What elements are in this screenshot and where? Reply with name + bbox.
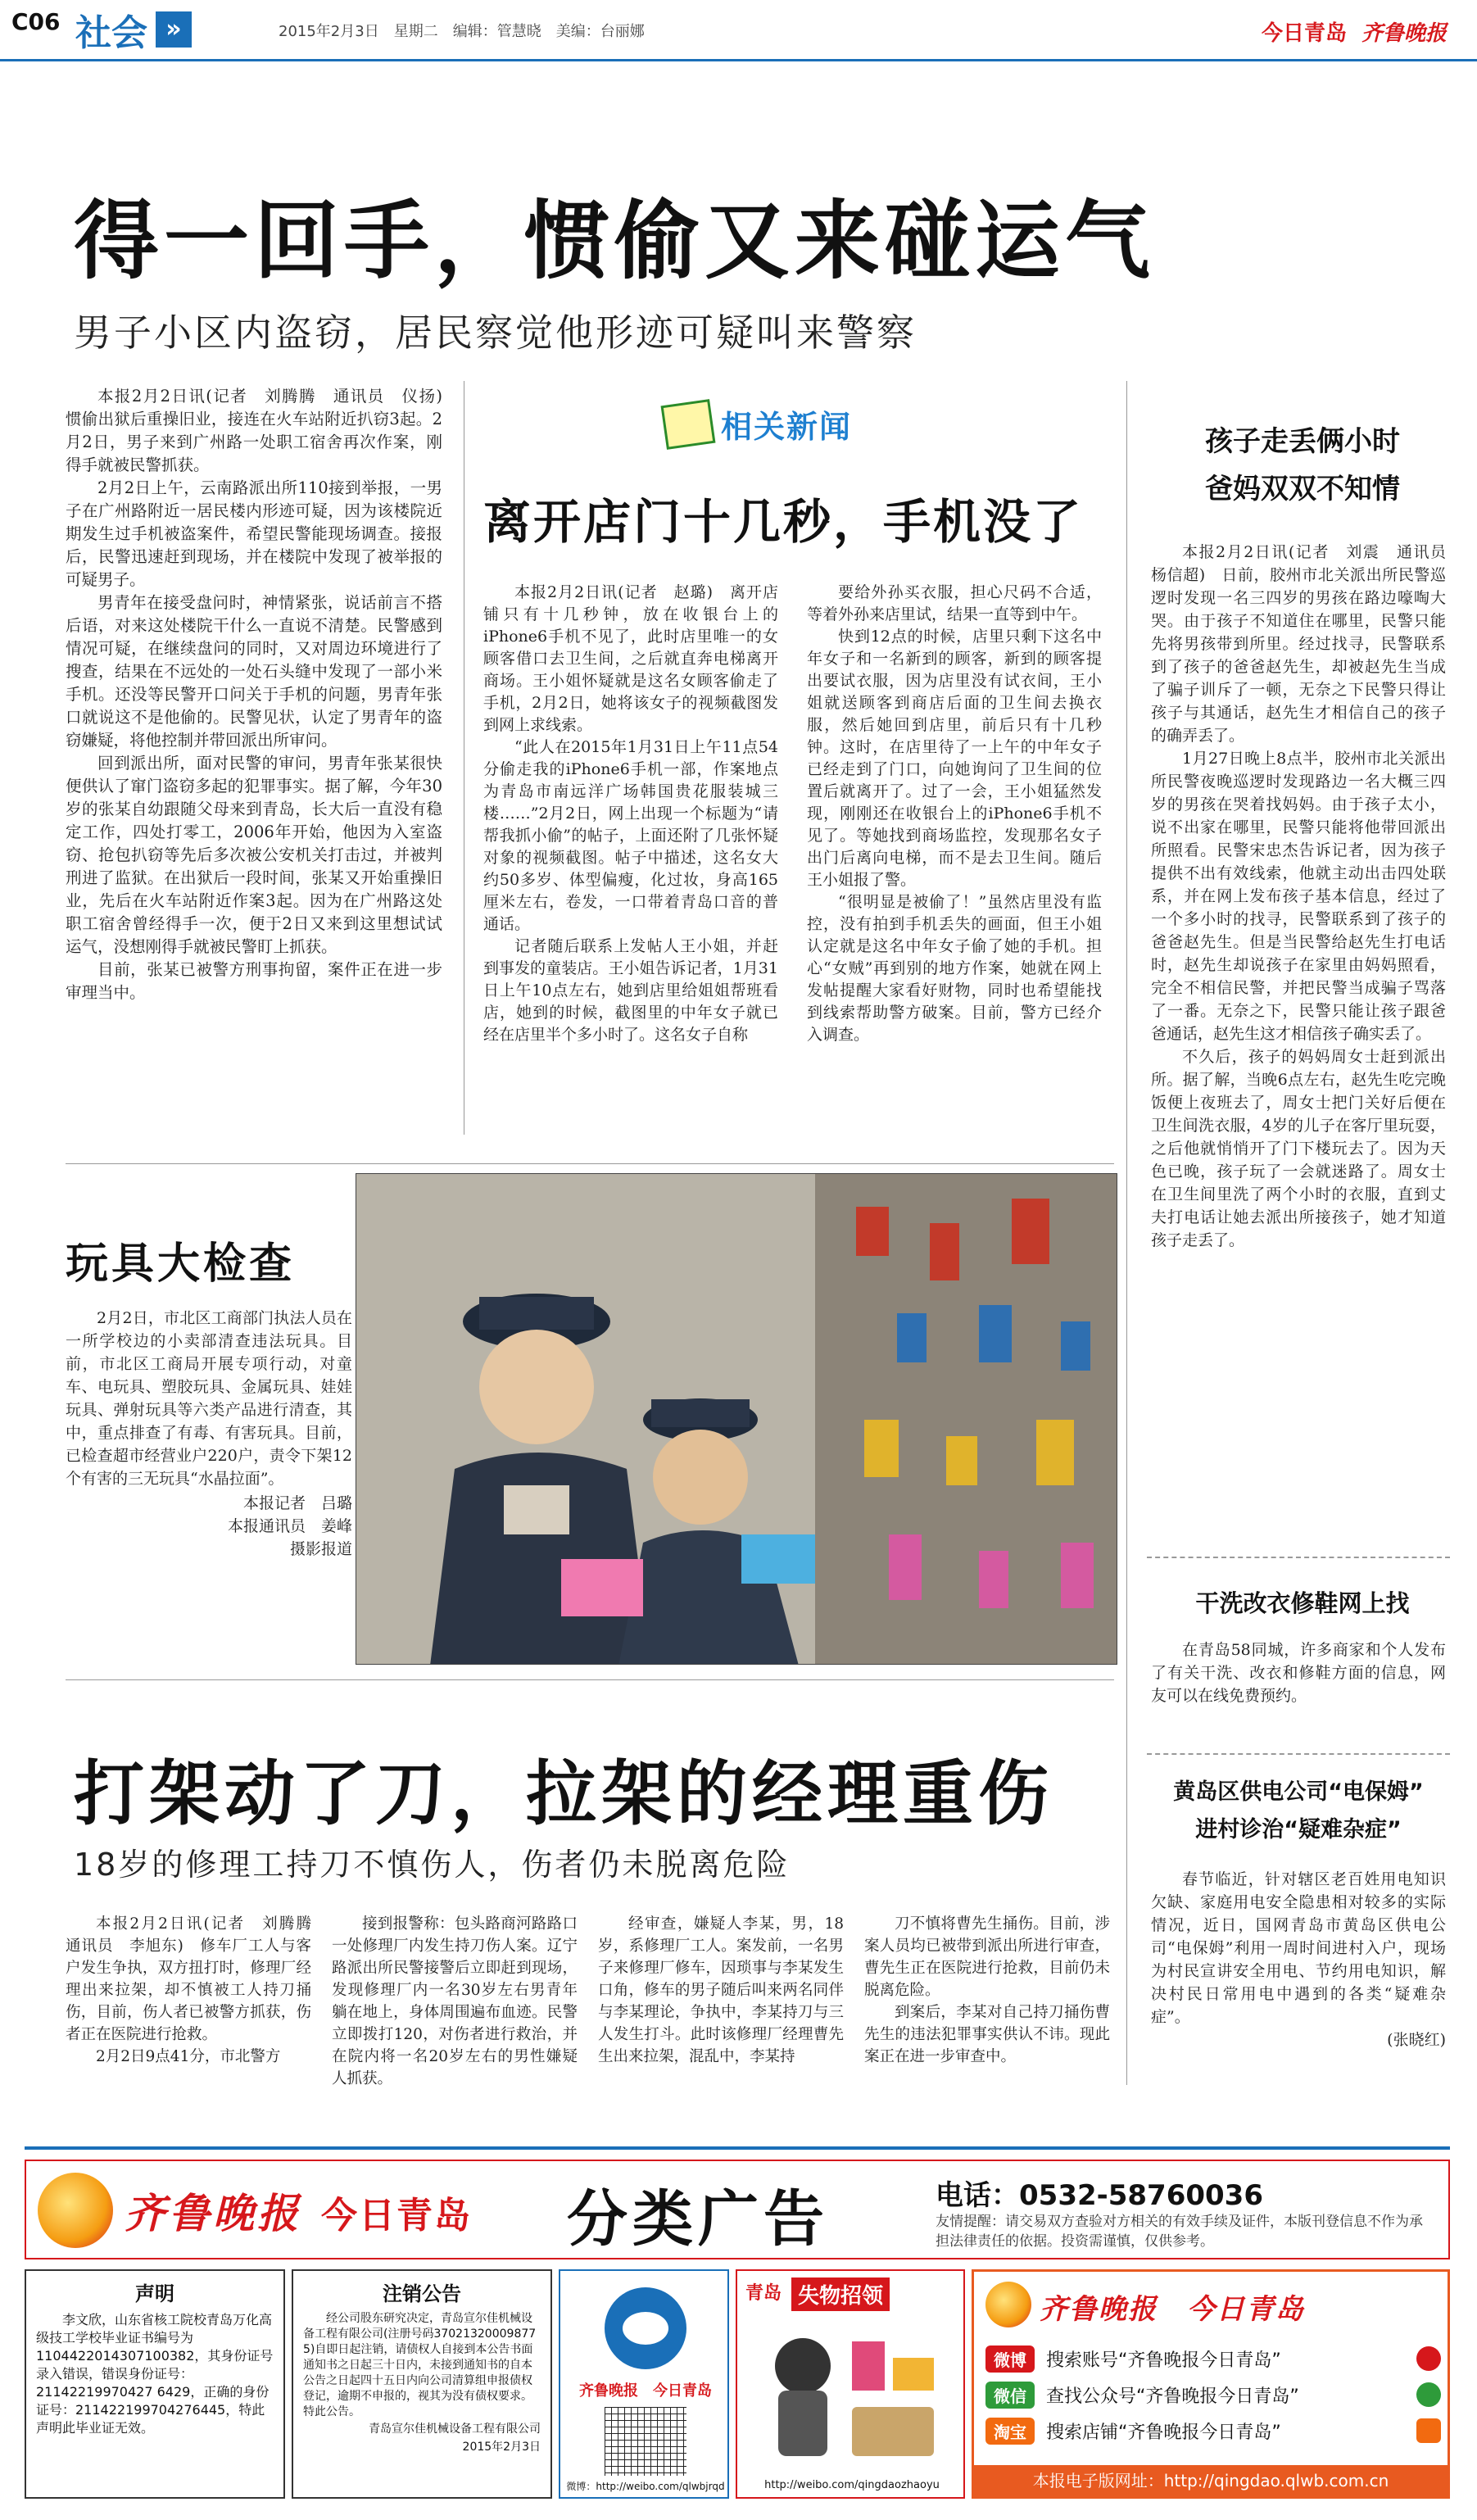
brand-sun-logo-icon: [985, 2282, 1031, 2327]
weibo-card-url: 微博：http://weibo.com/qlwbjrqd: [566, 2481, 725, 2492]
lost-found-card: [736, 2269, 965, 2499]
story1-para: 回到派出所，面对民警的审问，男青年张某很快便供认了窜门盗窃多起的犯罪事实。据了解，今年30岁的张某自幼跟随父母来到青岛，长大后一直没有稳定工作，四处打零工，2006年开始，他因为入室盗窃、抢包扒窃等先后多次被公安机关打击过，并被判刑进了监狱。在出狱后一段时间，张某又开始重操旧业，先后在火车站附近作案3起。因为在广州路这处职工宿舍曾经得手一次，便于2日又来到这里想试试运气，没想刚得手就被民警盯上抓获。: [66, 754, 442, 956]
related-para: “此人在2015年1月31日上午11点54分偷走我的iPhone6手机一部，作案地点为青岛市南远洋广场韩国贵花服装城三楼……”2月2日，网上出现一个标题为“请帮我抓小偷”的帖子，上面还附了几张怀疑对象的视频截图。帖子中描述，这名女大约50多岁、体型偏瘦，化过妆，身高165厘米左右，卷发，一口带着青岛口音的普通话。: [483, 738, 778, 933]
inspectors-illustration: [356, 1174, 1117, 1665]
related-news-label: 相关新闻: [721, 409, 853, 445]
story2-col4: [864, 1913, 1110, 2068]
story1-para: 2月2日上午，云南路派出所110接到举报，一男子在广州路附近一居民楼内形迹可疑，因为该楼院近期发生过手机被盗案件，希望民警能现场调查。接报后，民警迅速赶到现场，并在楼院中发现了被举报的可疑男子。: [66, 478, 442, 589]
page-number: C06: [11, 8, 61, 35]
sidebar1-para: 本报2月2日讯(记者 刘震 通讯员 杨信超) 日前，胶州市北关派出所民警巡逻时发现一名三四岁的男孩在路边嚎啕大哭。由于孩子不知道住在哪里，民警只能先将男孩带到所里。经过找寻，民警联系到了孩子的爸爸赵先生，却被赵先生当成了骗子训斥了一顿，无奈之下民警只得让孩子与其通话，赵先生才相信自己的孩子的确弄丢了。: [1151, 543, 1462, 745]
notice-date: 2015年2月3日: [462, 2441, 541, 2454]
story2-para: 2月2日9点41分，市北警方: [96, 2048, 281, 2065]
social-rows: [985, 2341, 1441, 2449]
story2-headline: 打架动了刀，拉架的经理重伤: [74, 1753, 1053, 1835]
lost-found-tag1: 青岛: [745, 2283, 782, 2304]
toys-para: 2月2日，市北区工商部门执法人员在一所学校边的小卖部清查违法玩具。目前，市北区工商局开展专项行动，对童车、电玩具、塑胶玩具、金属玩具、娃娃玩具、弹射玩具等六类产品进行清查，其中，重点排查了有毒、有害玩具。目前，已检查超市经营业户220户，责令下架12个有害的三无玩具“水晶拉面”。: [66, 1309, 352, 1488]
section-rule: [66, 1679, 1114, 1680]
related-para: “很明显是被偷了！”虽然店里没有监控，没有拍到手机丢失的画面，但王小姐认定就是这名中年女子偷了她的手机。担心“女贼”再到别的地方作案，她就在网上发帖提醒大家看好财物，同时也希望能找到线索帮助警方破案。目前，警方已经介入调查。: [807, 893, 1102, 1044]
social-row-weibo: [985, 2341, 1441, 2377]
sidebar3-para: 春节临近，针对辖区老百姓用电知识欠缺、家庭用电安全隐患相对较多的实际情况，近日，国网青岛市黄岛区供电公司“电保姆”利用一周时间进村入户，现场为村民宣讲安全用电、节约用电知识，解决村民日常用电中遇到的各类“疑难杂症”。: [1151, 1870, 1446, 2026]
story2-subhead: 18岁的修理工持刀不慎伤人，伤者仍未脱离危险: [74, 1847, 791, 1883]
column-divider: [1126, 381, 1127, 2085]
sidebar1-para: 不久后，孩子的妈妈周女士赶到派出所。据了解，当晚6点左右，赵先生吃完晚饭便上夜班去了，周女士把门关好后便在卫生间洗衣服，4岁的儿子在客厅里玩耍，之后他就悄悄开了门下楼玩去了。因为天色已晚，孩子玩了一会就迷路了。周女士在卫生间里洗了两个小时的衣服，直到丈夫打电话让她去派出所接孩子，她才知道孩子走丢了。: [1151, 1048, 1446, 1249]
related-para: 快到12点的时候，店里只剩下这名中年女子和一名新到的顾客，新到的顾客提出要试衣服，因为店里没有试衣间，王小姐就送顾客到商店后面的卫生间去换衣服，然后她回到店里，前后只有十几秒钟。这时，在店里待了一上午的中年女子已经走到了门口，向她询问了卫生间的位置后就离开了。过了一会，王小姐猛然发现，刚刚还在收银台上的iPhone6手机不见了。等她找到商场监控，发现那名女子出门后离向电梯，而不是去卫生间。随后王小姐报了警。: [807, 628, 1102, 889]
qr-code-icon: [605, 2407, 686, 2476]
toy-inspection-photo: [356, 1173, 1117, 1665]
social-channels-card: [972, 2269, 1450, 2499]
social-row-text: 查找公众号“齐鲁晚报今日青岛”: [1046, 2386, 1299, 2407]
lost-found-url: http://weibo.com/qingdaozhaoyu: [764, 2479, 940, 2491]
story1-para: 本报2月2日讯(记者 刘腾腾 通讯员 仪扬) 惯偷出狱后重操旧业，接连在火车站附近扒窃3起。2月2日，男子来到广州路一处职工宿舍再次作案，刚得手就被民警抓获。: [66, 387, 459, 474]
story1-headline: 得一回手，惯偷又来碰运气: [74, 191, 1156, 291]
toys-byline: 摄影报道: [289, 1540, 352, 1558]
sidebar2-body: [1151, 1638, 1446, 1707]
story2-para: 到案后，李某对自己持刀捅伤曹先生的违法犯罪事实供认不讳。现此案正在进一步审查中。: [864, 2004, 1110, 2065]
section-header: [75, 5, 192, 54]
notice-signer: 青岛宣尔佳机械设备工程有限公司: [369, 2423, 541, 2436]
story2-para: 本报2月2日讯(记者 刘腾腾 通讯员 李旭东) 修车厂工人与客户发生争执，双方扭打时，修理厂经理出来拉架，却不慎被工人持刀捅伤，目前，伤人者已被警方抓获，伤者正在医院进行抢救。: [66, 1915, 327, 2043]
ads-brand: 齐鲁晚报: [125, 2189, 301, 2237]
related-col2: [807, 582, 1102, 1046]
story2-col3: [598, 1913, 844, 2068]
social-card-brand: 齐鲁晚报 今日青岛: [1040, 2293, 1305, 2326]
lost-items-illustration: [754, 2317, 950, 2472]
ads-title: 分类广告: [567, 2184, 829, 2255]
story1-para: 男青年在接受盘问时，神情紧张，说话前言不搭后语，对来这处楼院干什么一直说不清楚。民警感到情况可疑，在继续盘问的同时，又对周边环境进行了搜查，结果在不远处的一处石头缝中发现了一部小米手机。还没等民警开口问关于手机的问题，男青年张口就说这不是他偷的。民警见状，认定了男青年的盗窃嫌疑，将他控制并带回派出所审问。: [66, 593, 442, 750]
wechat-icon: [1416, 2382, 1441, 2407]
sidebar3-headline-line: 黄岛区供电公司“电保姆”: [1173, 1779, 1424, 1805]
related-col1: [483, 582, 778, 1046]
related-headline: 离开店门十几秒，手机没了: [483, 494, 1084, 550]
story1-body: [66, 385, 459, 1004]
social-tag: 微博: [985, 2346, 1035, 2373]
story2-col2: [332, 1913, 578, 2090]
sidebar2-para: 在青岛58同城，许多商家和个人发布了有关干洗、改衣和修鞋方面的信息，网友可以在线免费预约。: [1151, 1641, 1446, 1705]
social-row-taobao: [985, 2413, 1441, 2449]
notice-declaration-body: 李文欣，山东省核工院校青岛万化高级技工学校毕业证书编号为1104422014307100382，其身份证号录入错误，错误身份证号：21142219970427 6429，正确的身份证号：211422199704276445，特此声明此毕业证无效。: [36, 2312, 274, 2436]
weibo-card: [559, 2269, 729, 2499]
sidebar1-headline-line: 孩子走丢俩小时: [1205, 425, 1400, 458]
section-rule: [66, 1163, 1114, 1164]
sidebar1-headline-line: 爸妈双双不知情: [1205, 473, 1400, 505]
weibo-card-brand: 齐鲁晚报 今日青岛: [579, 2382, 712, 2400]
related-para: 要给外孙买衣服，担心尺码不合适，等着外孙来店里试，结果一直等到中午。: [807, 583, 1102, 623]
related-para: 本报2月2日讯(记者 赵璐) 离开店铺只有十几秒钟，放在收银台上的iPhone6手机不见了，此时店里唯一的女顾客借口去卫生间，之后就直奔电梯离开商场。王小姐怀疑就是这名女顾客偷走了手机，2月2日，她将该女子的视频截图发到网上求线索。: [483, 583, 778, 734]
header-rule: [0, 59, 1477, 61]
sidebar3-body: [1151, 1868, 1446, 2051]
story2-para: 刀不慎将曹先生捅伤。目前，涉案人员均已被带到派出所进行审查，曹先生正在医院进行抢救，目前仍未脱离危险。: [864, 1915, 1110, 1999]
sidebar3-headline-line: 进村诊治“疑难杂症”: [1195, 1817, 1402, 1842]
sidebar3-headline: [1151, 1774, 1446, 1849]
taobao-icon: [1416, 2418, 1441, 2443]
masthead-brand: [1262, 16, 1447, 47]
story1-para: 目前，张某已被警方刑事拘留，案件正在进一步审理当中。: [66, 960, 442, 1002]
toys-byline: 本报通讯员 姜峰: [227, 1517, 352, 1535]
ads-tip: 友情提醒：请交易双方查验对方相关的有效手续及证件，本版刊登信息不作为承担法律责任的依据。投资需谨慎，仅供参考。: [936, 2214, 1423, 2250]
social-card-footer: 本报电子版网址：http://qingdao.qlwb.com.cn: [974, 2465, 1448, 2496]
brand-sun-logo-icon: [38, 2173, 113, 2248]
story2-para: 经审查，嫌疑人李某，男，18岁，系修理厂工人。案发前，一名男子来修理厂修车，因琐事与李某发生口角，修车的男子随后叫来两名同伴与李某理论，争执中，李某持刀与三人发生打斗。此时该修理厂经理曹先生出来拉架，混乱中，李某持: [598, 1915, 844, 2065]
weibo-logo-icon: [605, 2287, 686, 2369]
ads-rule: [25, 2146, 1450, 2150]
ads-banner: [25, 2160, 1450, 2259]
sidebar1-body: [1151, 541, 1462, 1252]
social-row-text: 搜索店铺“齐鲁晚报今日青岛”: [1046, 2422, 1281, 2443]
story2-col1: [66, 1913, 327, 2068]
notepad-icon: [661, 399, 716, 450]
story1-subhead: 男子小区内盗窃，居民察觉他形迹可疑叫来警察: [74, 310, 917, 355]
social-tag: 微信: [985, 2382, 1035, 2409]
ads-phone: 电话：0532-58760036: [936, 2179, 1263, 2212]
notice-deregistration-body: 经公司股东研究决定，青岛宣尔佳机械设备工程有限公司(注册号码37021320009877 5)自即日起注销，请债权人自接到本公告书面通知书之日起三十日内，未接到通知书的自本公告之日起四十五日内向公司清算组申报债权登记，逾期不申报的，视其为没有债权要求。特此公告。: [303, 2312, 537, 2418]
issue-meta: 2015年2月3日 星期二 编辑：管慧晓 美编：台丽娜: [279, 23, 645, 40]
notice-declaration-title: 声明: [135, 2282, 174, 2305]
social-row-text: 搜索账号“齐鲁晚报今日青岛”: [1046, 2350, 1281, 2371]
social-row-wechat: [985, 2377, 1441, 2413]
section-label: 社会: [75, 12, 147, 54]
ads-brand-sub: 今日青岛: [321, 2195, 472, 2237]
toys-body: [66, 1307, 352, 1561]
related-news-badge: [664, 401, 852, 446]
lost-found-tag2: 失物招领: [791, 2278, 890, 2311]
toys-headline: 玩具大检查: [66, 1240, 296, 1289]
sidebar1-para: 1月27日晚上8点半，胶州市北关派出所民警夜晚巡逻时发现路边一名大概三四岁的男孩在哭着找妈妈。由于孩子太小，说不出家在哪里，民警只能将他带回派出所照看。民警宋忠杰告诉记者，因为孩子提供不出有效线索，他就主动出击四处联系，并在网上发布孩子基本信息，经过了一个多小时的找寻，民警联系到了孩子的爸爸赵先生。但是当民警给赵先生打电话时，赵先生却说孩子在家里由妈妈照看，完全不相信民警，并把民警当成骗子骂落了一番。无奈之下，民警只能让孩子跟爸爸通话，赵先生这才相信孩子确实丢了。: [1151, 750, 1446, 1043]
notice-declaration: [25, 2269, 285, 2499]
toys-byline: 本报记者 吕璐: [242, 1494, 352, 1512]
weibo-icon: [1416, 2346, 1441, 2371]
social-tag: 淘宝: [985, 2418, 1035, 2445]
section-arrow-icon: »: [156, 11, 192, 48]
sidebar1-headline: [1163, 418, 1442, 513]
brand-left: 今日青岛: [1262, 21, 1348, 46]
related-para: 记者随后联系上发帖人王小姐，并赶到事发的童装店。王小姐告诉记者，1月31日上午10点左右，她到店里给姐姐帮班看店，她到的时候，截图里的中年女子就已经在店里半个多小时了。这名女子自称: [483, 937, 778, 1044]
sidebar3-byline: (张晓红): [1387, 2031, 1446, 2049]
notice-deregistration: [292, 2269, 552, 2499]
sidebar-divider: [1147, 1557, 1450, 1558]
sidebar2-headline: 干洗改衣修鞋网上找: [1195, 1589, 1410, 1617]
brand-right: 齐鲁晚报: [1361, 21, 1448, 46]
notice-deregistration-title: 注销公告: [383, 2282, 461, 2305]
story2-para: 接到报警称：包头路商河路路口一处修理厂内发生持刀伤人案。辽宁路派出所民警接警后立即赶到现场，发现修理厂内一名30岁左右男青年躺在地上，身体周围遍布血迹。民警立即拨打120，对伤者进行救治，并在院内将一名20岁左右的男性嫌疑人抓获。: [332, 1915, 578, 2087]
sidebar-divider: [1147, 1753, 1450, 1755]
